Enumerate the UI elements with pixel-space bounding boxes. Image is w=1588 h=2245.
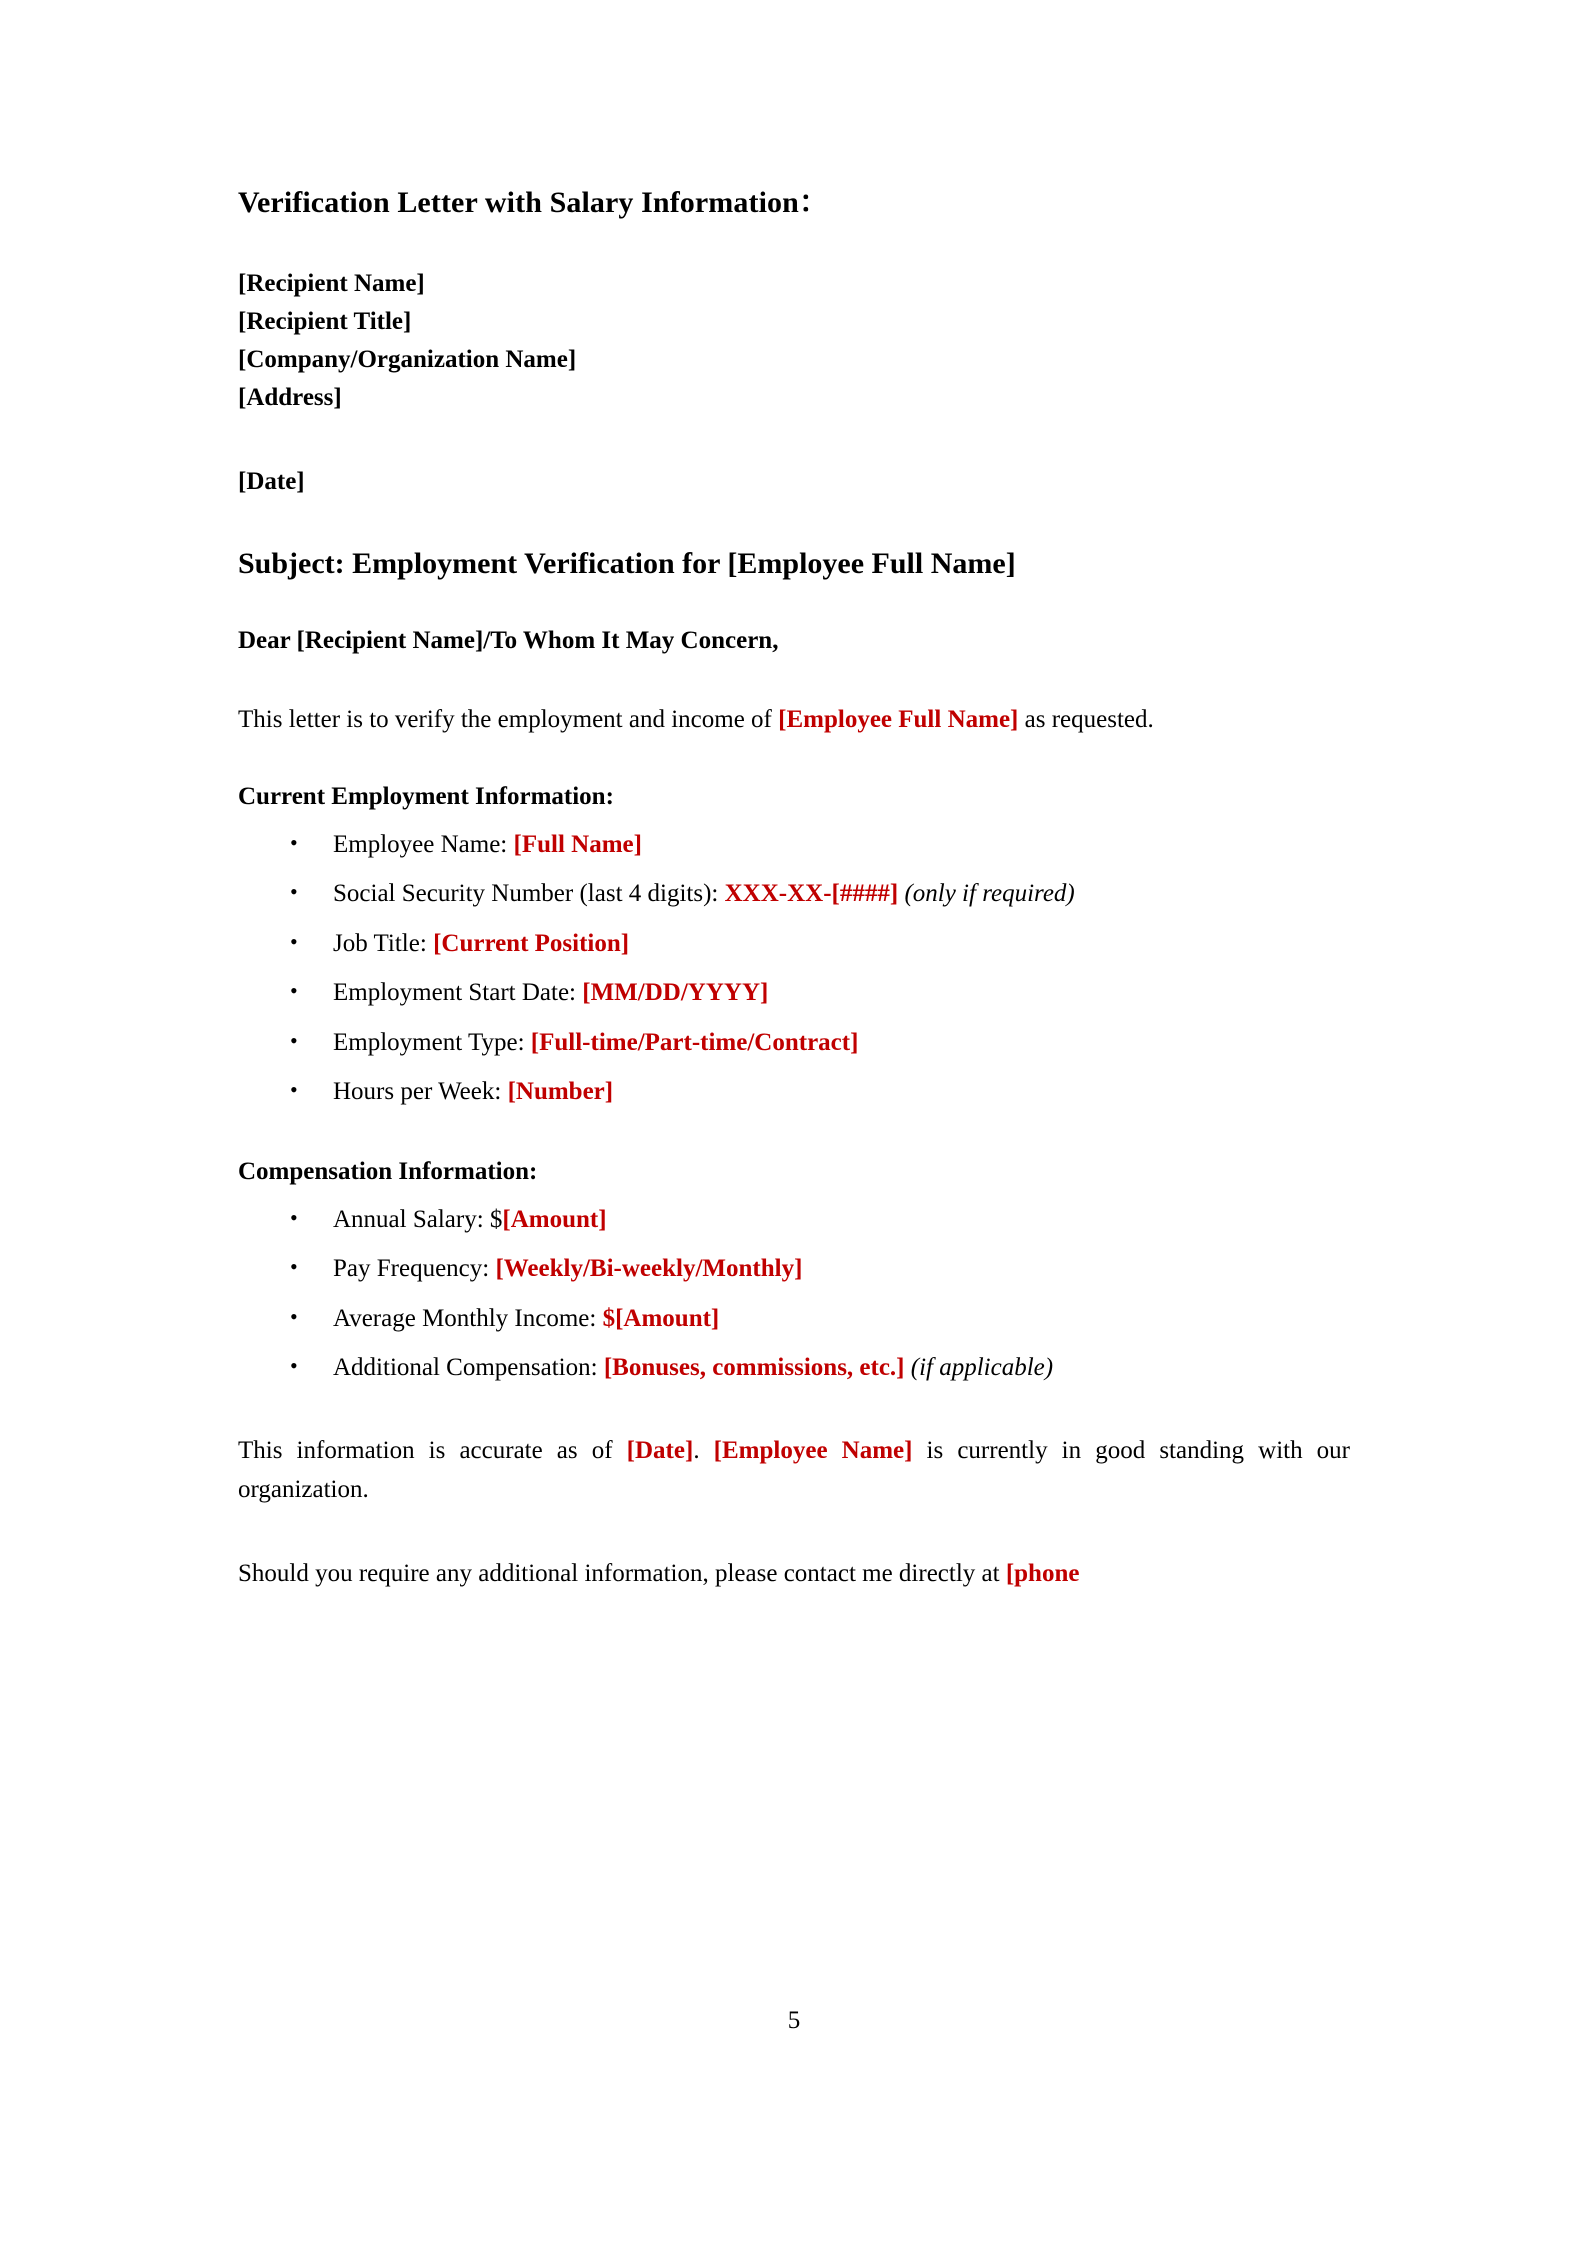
list-item [238,1073,1350,1111]
list-item [238,826,1350,864]
list-item [238,1201,1350,1239]
bullet-icon: • [290,829,298,855]
intro-text-after: as requested. [1018,706,1154,733]
accuracy-text-middle: . [693,1436,714,1464]
spacer [238,812,1350,826]
list-item [238,875,1350,913]
contact-text-before: Should you require any additional information, please contact me directly at [238,1559,1006,1587]
list-item [238,1300,1350,1338]
list-item [238,1349,1350,1387]
item-note: (if applicable) [904,1354,1054,1381]
item-label: Job Title: [333,929,434,957]
spacer [238,1111,1350,1157]
accuracy-text-after: is currently in good standing with our organization. [238,1436,1351,1503]
bullet-icon: • [290,1027,298,1053]
letter-body [238,186,1350,1593]
accuracy-text-before: This information is accurate as of [238,1436,627,1464]
compensation-info-list [238,1201,1350,1387]
intro-paragraph [238,700,1350,740]
item-label: Annual Salary: $ [333,1205,503,1233]
bullet-icon: • [290,879,298,904]
bullet-icon: • [290,978,298,1003]
list-item [238,925,1350,963]
item-label: Employee Name: [333,830,514,858]
item-label: Social Security Number (last 4 digits): [333,880,725,907]
contact-phone-placeholder: [phone [1005,1559,1080,1587]
contact-paragraph [238,1554,1350,1594]
bullet-icon: • [290,1254,298,1279]
page-number: 5 [787,2007,801,2034]
employment-info-list [238,826,1350,1111]
list-item [238,1250,1350,1288]
item-value: [Weekly/Bi-weekly/Monthly] [495,1255,803,1282]
item-value: $[Amount] [602,1304,720,1332]
spacer [238,581,1350,626]
salutation-line: Dear [Recipient Name]/To Whom It May Concern, [238,627,779,654]
bullet-icon: • [290,1303,298,1329]
item-value: [Number] [507,1078,614,1105]
spacer [238,1510,1350,1554]
recipient-company-line: [Company/Organization Name] [238,345,577,373]
recipient-address-block [238,265,1350,417]
employment-section-heading: Current Employment Information: [238,782,614,810]
bullet-icon: • [290,1353,298,1378]
list-item [238,974,1350,1012]
accuracy-employee-placeholder: [Employee Name] [713,1436,913,1464]
page-title: Verification Letter with Salary Information： [238,186,829,219]
item-label: Additional Compensation: [333,1354,604,1381]
item-label: Pay Frequency: [333,1255,496,1282]
item-label: Employment Start Date: [333,979,583,1006]
item-label: Average Monthly Income: [333,1304,603,1332]
bullet-icon: • [290,1204,298,1230]
compensation-section-heading: Compensation Information: [238,1157,538,1185]
item-note: (only if required) [898,880,1075,907]
item-value: [Current Position] [433,929,630,957]
item-value: [Bonuses, commissions, etc.] [603,1354,905,1381]
spacer [238,221,1350,265]
list-item [238,1024,1350,1062]
recipient-name-line: [Recipient Name] [238,269,425,297]
letter-date: [Date] [238,467,305,495]
item-label: Hours per Week: [333,1078,508,1105]
item-value: [MM/DD/YYYY] [582,979,769,1006]
recipient-address-line: [Address] [238,383,342,411]
recipient-title-line: [Recipient Title] [238,307,412,335]
accuracy-paragraph [238,1431,1350,1510]
item-value: [Full Name] [513,830,642,858]
bullet-icon: • [290,928,298,954]
spacer [238,417,1350,463]
spacer [238,740,1350,782]
spacer [238,1387,1350,1431]
bullet-icon: • [290,1077,298,1102]
item-value: XXX-XX-[####] [724,880,899,907]
accuracy-date-placeholder: [Date] [626,1436,694,1464]
spacer [238,656,1350,700]
intro-text-before: This letter is to verify the employment and income of [238,706,779,733]
intro-employee-placeholder: [Employee Full Name] [778,706,1019,733]
item-value: [Full-time/Part-time/Contract] [530,1028,859,1056]
spacer [238,1187,1350,1201]
item-label: Employment Type: [333,1028,531,1056]
item-value: [Amount] [502,1205,607,1233]
subject-heading: Subject: Employment Verification for [Employee Full Name] [238,546,1016,580]
spacer [238,501,1350,547]
